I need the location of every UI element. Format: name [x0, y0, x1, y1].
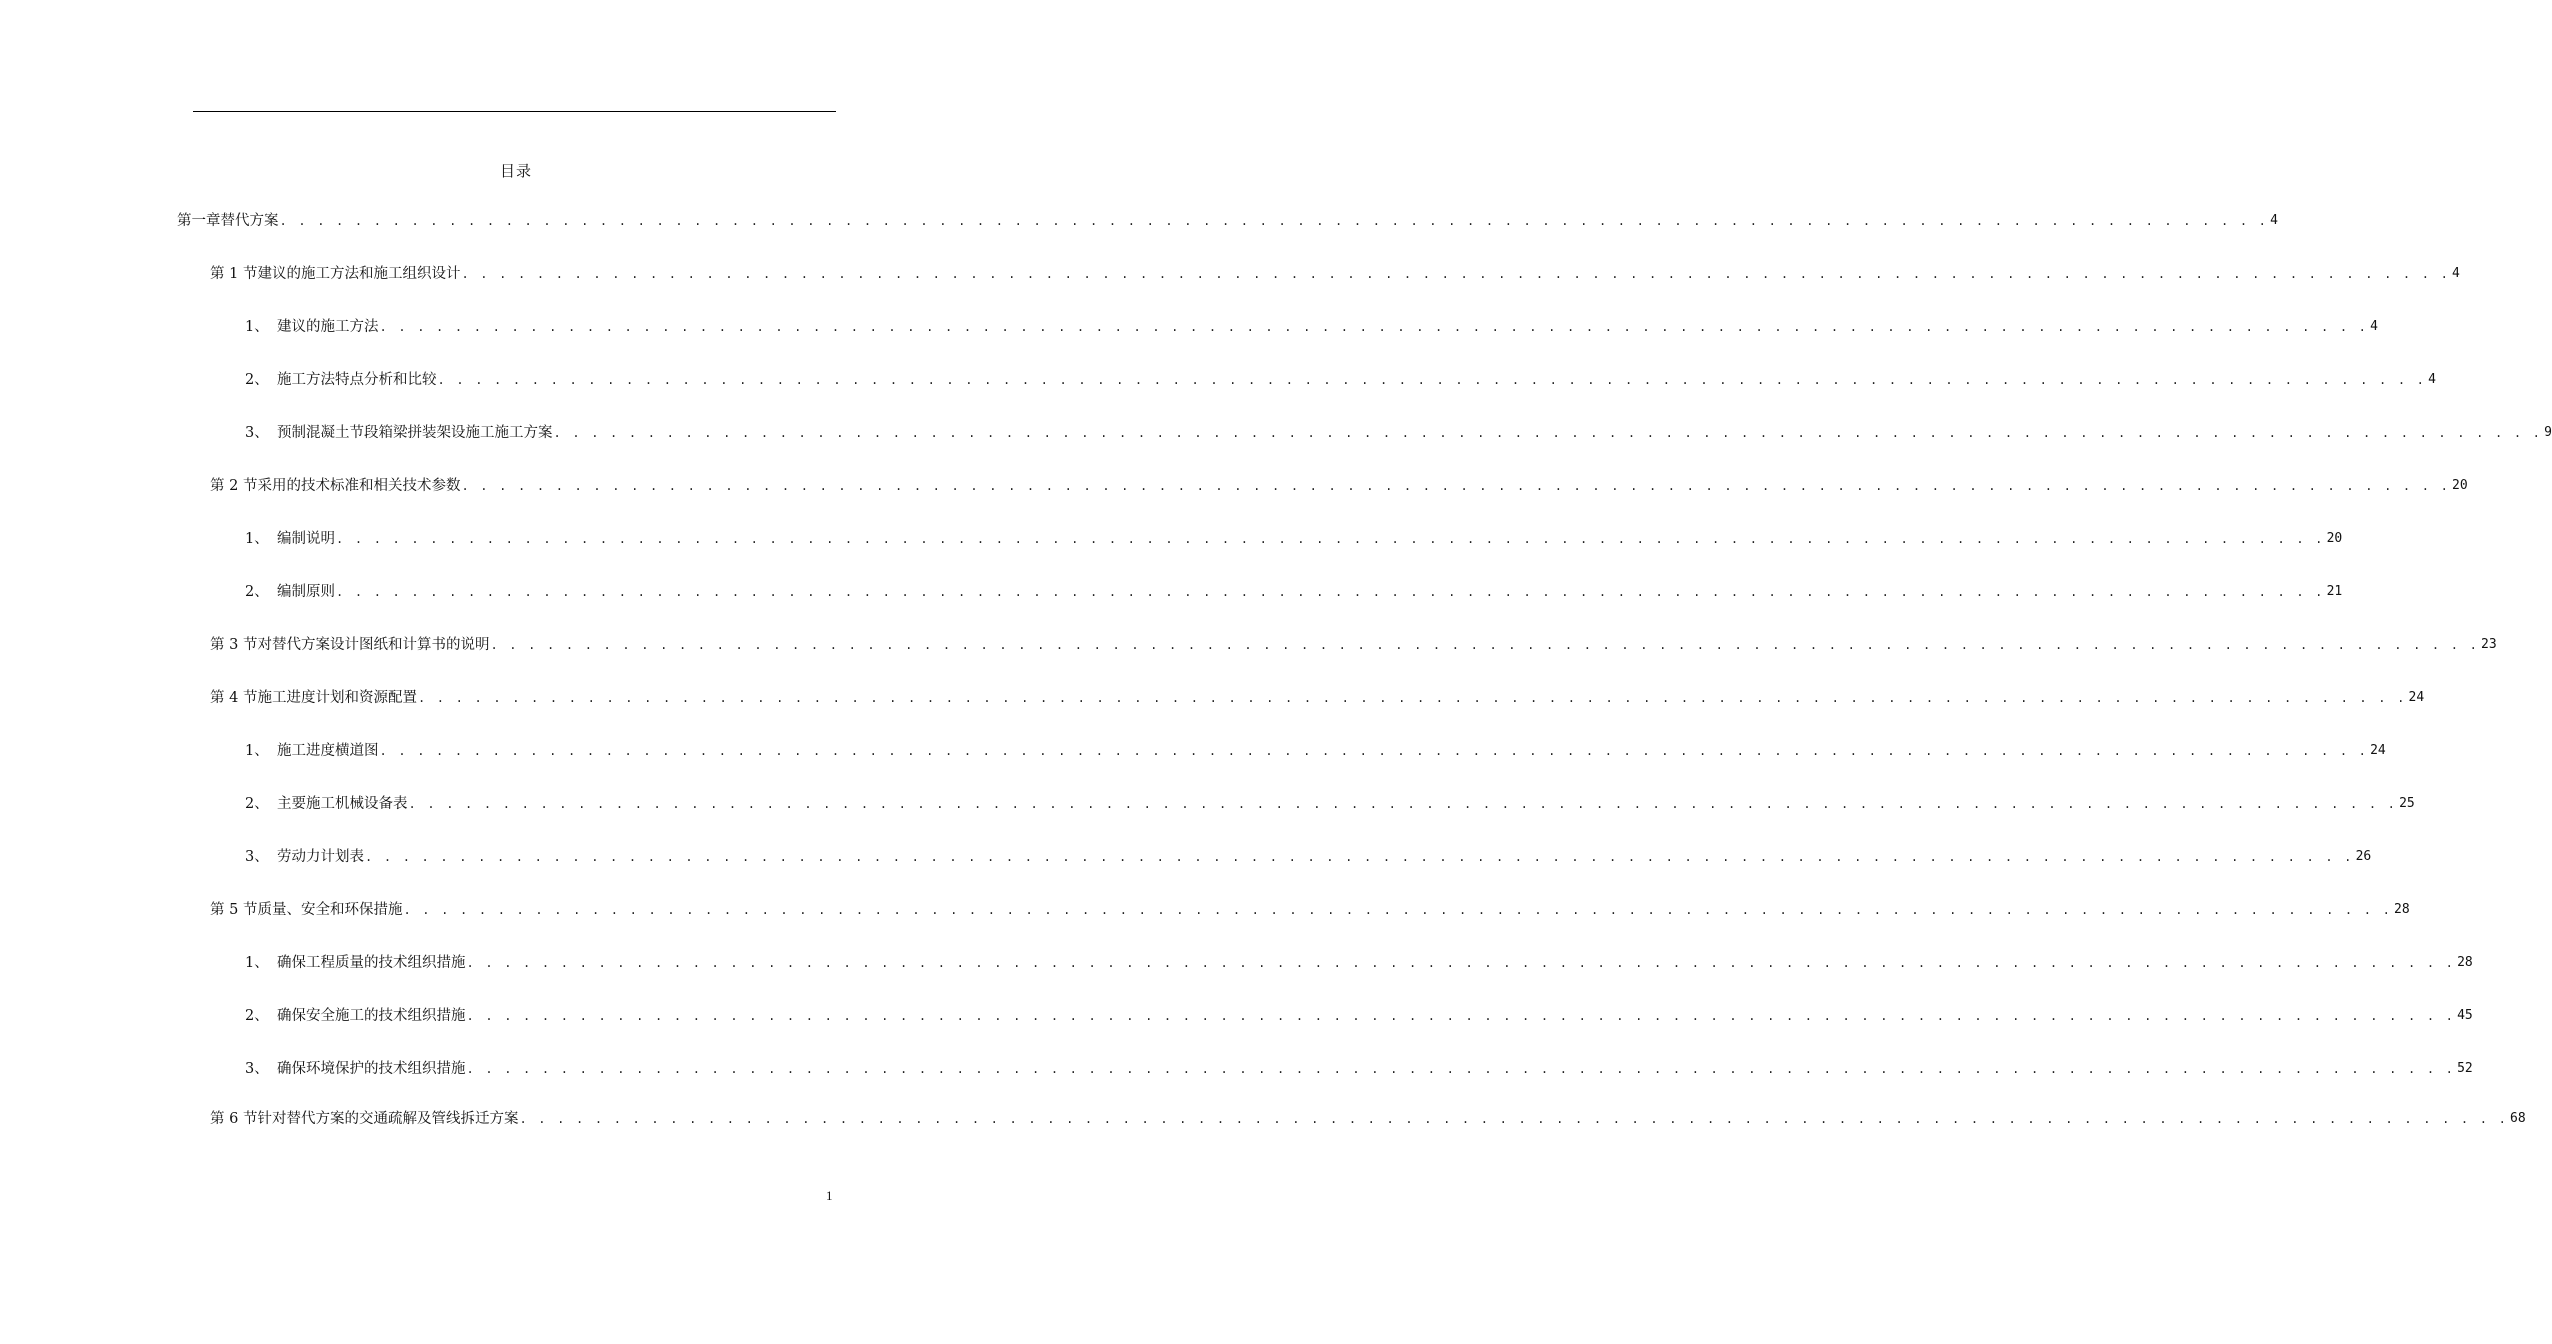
toc-entry-text: 采用的技术标准和相关技术参数: [257, 478, 461, 494]
toc-entry-page: 9: [2544, 425, 2552, 440]
toc-entry-number: 第 1 节: [210, 266, 258, 282]
toc-dot-leader: . . . . . . . . . . . . . . . . . . . . . . . . . . . . . . . . . . . . . . . . . . . . . . . . . . . . . . . . . . . . . . . . . . . . . . . . . . . . . . . . . . . . . . . . . . . . . . . . . . . . . . . . . .: [466, 1062, 2456, 1076]
toc-entry-number: 1、: [245, 319, 269, 335]
toc-entry-item-4-2[interactable]: [245, 793, 2415, 815]
toc-entry-text: 建议的施工方法: [277, 319, 379, 335]
toc-entry-page: 20: [2452, 478, 2468, 493]
toc-entry-section-6[interactable]: [210, 1108, 2526, 1130]
toc-entry-page: 45: [2457, 1008, 2473, 1023]
toc-entry-text: 确保安全施工的技术组织措施: [277, 1008, 466, 1024]
toc-entry-section-1[interactable]: [210, 263, 2460, 285]
toc-entry-text: 建议的施工方法和施工组织设计: [257, 266, 461, 282]
toc-entry-text: 确保环境保护的技术组织措施: [277, 1061, 466, 1077]
header-rule: [193, 111, 836, 112]
toc-entry-page: 52: [2457, 1061, 2473, 1076]
toc-entry-section-5[interactable]: [210, 899, 2410, 921]
toc-entry-page: 20: [2326, 531, 2343, 546]
toc-dot-leader: . . . . . . . . . . . . . . . . . . . . . . . . . . . . . . . . . . . . . . . . . . . . . . . . . . . . . . . . . . . . . . . . . . . . . . . . . . . . . . . . . . . . . . . . . . . . . . . . . . . . . . . . . .: [279, 214, 2269, 228]
toc-entry-item-2-1[interactable]: [245, 528, 2343, 550]
toc-dot-leader: . . . . . . . . . . . . . . . . . . . . . . . . . . . . . . . . . . . . . . . . . . . . . . . . . . . . . . . . . . . . . . . . . . . . . . . . . . . . . . . . . . . . . . . . . . . . . . . . . . . . . . . . . .: [553, 426, 2543, 440]
toc-entry-section-4[interactable]: [210, 687, 2425, 709]
toc-entry-text: 预制混凝土节段箱梁拼装架设施工施工方案: [277, 425, 553, 441]
toc-dot-leader: . . . . . . . . . . . . . . . . . . . . . . . . . . . . . . . . . . . . . . . . . . . . . . . . . . . . . . . . . . . . . . . . . . . . . . . . . . . . . . . . . . . . . . . . . . . . . . . . . . . . . . . . . .: [437, 373, 2427, 387]
toc-entry-page: 24: [2408, 690, 2425, 705]
toc-dot-leader: . . . . . . . . . . . . . . . . . . . . . . . . . . . . . . . . . . . . . . . . . . . . . . . . . . . . . . . . . . . . . . . . . . . . . . . . . . . . . . . . . . . . . . . . . . . . . . . . . . . . . . . . . .: [336, 585, 2325, 599]
toc-title: 目录: [499, 162, 532, 180]
toc-dot-leader: . . . . . . . . . . . . . . . . . . . . . . . . . . . . . . . . . . . . . . . . . . . . . . . . . . . . . . . . . . . . . . . . . . . . . . . . . . . . . . . . . . . . . . . . . . . . . . . . . . . . . . . . . .: [490, 638, 2480, 652]
toc-entry-page: 4: [2270, 213, 2278, 228]
toc-entry-number: 第 5 节: [210, 902, 258, 918]
toc-entry-item-5-2[interactable]: [245, 1005, 2473, 1027]
toc-entry-text: 质量、安全和环保措施: [257, 902, 403, 918]
toc-entry-item-5-1[interactable]: [245, 952, 2473, 974]
toc-entry-number: 3、: [245, 425, 269, 441]
toc-entry-item-1-2[interactable]: [245, 369, 2436, 391]
toc-dot-leader: . . . . . . . . . . . . . . . . . . . . . . . . . . . . . . . . . . . . . . . . . . . . . . . . . . . . . . . . . . . . . . . . . . . . . . . . . . . . . . . . . . . . . . . . . . . . . . . . . . . . . . . . . .: [461, 479, 2451, 493]
toc-entry-item-4-1[interactable]: [245, 740, 2386, 762]
toc-entry-text: 对替代方案设计图纸和计算书的说明: [257, 637, 490, 653]
toc-entry-text: 主要施工机械设备表: [277, 796, 408, 812]
toc-entry-text: 施工进度横道图: [277, 743, 379, 759]
page-number: 1: [826, 1188, 833, 1203]
toc-entry-page: 4: [2428, 372, 2436, 387]
toc-entry-number: 2、: [245, 796, 269, 812]
toc-entry-number: 第 4 节: [210, 690, 258, 706]
toc-dot-leader: . . . . . . . . . . . . . . . . . . . . . . . . . . . . . . . . . . . . . . . . . . . . . . . . . . . . . . . . . . . . . . . . . . . . . . . . . . . . . . . . . . . . . . . . . . . . . . . . . . . . . . . . . .: [466, 956, 2456, 970]
toc-entry-text: 编制说明: [277, 531, 335, 547]
toc-dot-leader: . . . . . . . . . . . . . . . . . . . . . . . . . . . . . . . . . . . . . . . . . . . . . . . . . . . . . . . . . . . . . . . . . . . . . . . . . . . . . . . . . . . . . . . . . . . . . . . . . . . . . . . . . .: [417, 691, 2407, 705]
toc-entry-number: 1、: [245, 743, 269, 759]
toc-dot-leader: . . . . . . . . . . . . . . . . . . . . . . . . . . . . . . . . . . . . . . . . . . . . . . . . . . . . . . . . . . . . . . . . . . . . . . . . . . . . . . . . . . . . . . . . . . . . . . . . . . . . . . . . . .: [519, 1112, 2509, 1126]
toc-dot-leader: . . . . . . . . . . . . . . . . . . . . . . . . . . . . . . . . . . . . . . . . . . . . . . . . . . . . . . . . . . . . . . . . . . . . . . . . . . . . . . . . . . . . . . . . . . . . . . . . . . . . . . . . . .: [403, 903, 2393, 917]
toc-entry-page: 25: [2399, 796, 2415, 811]
toc-entry-item-1-1[interactable]: [245, 316, 2378, 338]
toc-entry-number: 第 3 节: [210, 637, 258, 653]
toc-entry-number: 1、: [245, 531, 269, 547]
toc-entry-page: 4: [2370, 319, 2378, 334]
toc-entry-page: 26: [2355, 849, 2372, 864]
toc-entry-number: 3、: [245, 849, 269, 865]
toc-dot-leader: . . . . . . . . . . . . . . . . . . . . . . . . . . . . . . . . . . . . . . . . . . . . . . . . . . . . . . . . . . . . . . . . . . . . . . . . . . . . . . . . . . . . . . . . . . . . . . . . . . . . . . . . . .: [461, 267, 2451, 281]
toc-entry-text: 针对替代方案的交通疏解及管线拆迁方案: [257, 1111, 519, 1127]
toc-dot-leader: . . . . . . . . . . . . . . . . . . . . . . . . . . . . . . . . . . . . . . . . . . . . . . . . . . . . . . . . . . . . . . . . . . . . . . . . . . . . . . . . . . . . . . . . . . . . . . . . . . . . . . . . . .: [408, 797, 2398, 811]
toc-entry-text: 编制原则: [277, 584, 335, 600]
toc-dot-leader: . . . . . . . . . . . . . . . . . . . . . . . . . . . . . . . . . . . . . . . . . . . . . . . . . . . . . . . . . . . . . . . . . . . . . . . . . . . . . . . . . . . . . . . . . . . . . . . . . . . . . . . . . .: [379, 320, 2369, 334]
toc-entry-number: 第 6 节: [210, 1111, 258, 1127]
toc-entry-page: 28: [2457, 955, 2473, 970]
toc-entry-chapter-1[interactable]: [177, 210, 2278, 232]
toc-entry-number: 1、: [245, 955, 269, 971]
toc-entry-number: 第 2 节: [210, 478, 258, 494]
toc-entry-text: 施工方法特点分析和比较: [277, 372, 437, 388]
toc-entry-section-3[interactable]: [210, 634, 2497, 656]
toc-dot-leader: . . . . . . . . . . . . . . . . . . . . . . . . . . . . . . . . . . . . . . . . . . . . . . . . . . . . . . . . . . . . . . . . . . . . . . . . . . . . . . . . . . . . . . . . . . . . . . . . . . . . . . . . . .: [336, 532, 2325, 546]
toc-entry-number: 2、: [245, 1008, 269, 1024]
toc-entry-text: 确保工程质量的技术组织措施: [277, 955, 466, 971]
toc-entry-number: 第一章: [177, 213, 221, 229]
toc-dot-leader: . . . . . . . . . . . . . . . . . . . . . . . . . . . . . . . . . . . . . . . . . . . . . . . . . . . . . . . . . . . . . . . . . . . . . . . . . . . . . . . . . . . . . . . . . . . . . . . . . . . . . . . . . .: [379, 744, 2369, 758]
toc-dot-leader: . . . . . . . . . . . . . . . . . . . . . . . . . . . . . . . . . . . . . . . . . . . . . . . . . . . . . . . . . . . . . . . . . . . . . . . . . . . . . . . . . . . . . . . . . . . . . . . . . . . . . . . . . .: [365, 850, 2354, 864]
toc-entry-item-2-2[interactable]: [245, 581, 2343, 603]
toc-entry-text: 施工进度计划和资源配置: [257, 690, 417, 706]
toc-dot-leader: . . . . . . . . . . . . . . . . . . . . . . . . . . . . . . . . . . . . . . . . . . . . . . . . . . . . . . . . . . . . . . . . . . . . . . . . . . . . . . . . . . . . . . . . . . . . . . . . . . . . . . . . . .: [466, 1009, 2456, 1023]
toc-entry-item-5-3[interactable]: [245, 1058, 2473, 1080]
toc-entry-section-2[interactable]: [210, 475, 2468, 497]
toc-entry-page: 24: [2370, 743, 2386, 758]
toc-entry-page: 21: [2326, 584, 2343, 599]
toc-entry-page: 23: [2481, 637, 2497, 652]
toc-entry-item-1-3[interactable]: [245, 422, 2552, 444]
toc-entry-page: 4: [2452, 266, 2460, 281]
toc-entry-page: 68: [2510, 1111, 2526, 1126]
toc-entry-number: 2、: [245, 372, 269, 388]
toc-entry-item-4-3[interactable]: [245, 846, 2372, 868]
toc-entry-number: 3、: [245, 1061, 269, 1077]
toc-entry-text: 替代方案: [220, 213, 279, 229]
toc-entry-text: 劳动力计划表: [277, 849, 364, 865]
toc-entry-page: 28: [2394, 902, 2410, 917]
toc-entry-number: 2、: [245, 584, 269, 600]
